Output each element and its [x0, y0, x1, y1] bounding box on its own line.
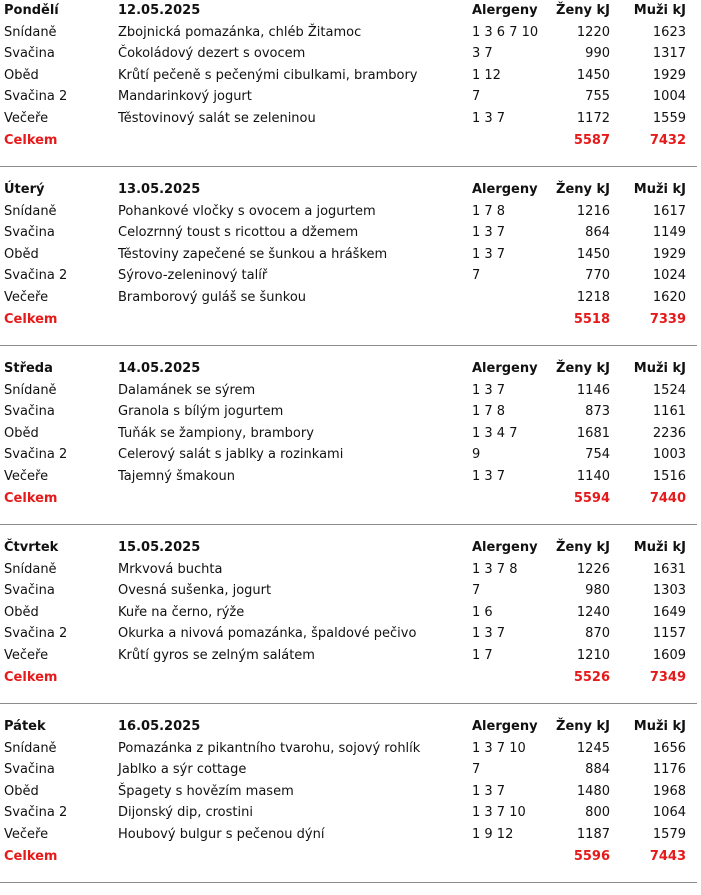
total-label: Celkem [4, 848, 58, 864]
men-kj-header: Muži kJ [633, 719, 686, 734]
meal-food: Krůtí gyros se zelným salátem [118, 648, 315, 663]
meal-men-kj: 1317 [652, 46, 686, 62]
allergens-header: Alergeny [472, 3, 538, 18]
meal-food: Celerový salát s jablky a rozinkami [118, 447, 344, 463]
day-section [0, 358, 701, 537]
meal-food: Ovesná sušenka, jogurt [118, 583, 272, 599]
meal-food: Okurka a nivová pomazánka, špaldové pečivo [118, 626, 417, 642]
meal-allergens: 1 3 7 [472, 246, 506, 262]
total-men-kj: 7443 [649, 848, 686, 864]
meal-allergens: 1 3 4 7 [472, 425, 518, 441]
women-kj-header: Ženy kJ [556, 182, 610, 197]
meal-women-kj: 1210 [576, 648, 610, 663]
allergens-header: Alergeny [472, 540, 538, 555]
total-women-kj: 5594 [573, 490, 610, 506]
total-men-kj: 7440 [649, 490, 686, 506]
meal-food: Mrkvová buchta [118, 561, 223, 577]
meal-name: Večeře [4, 290, 49, 305]
meal-women-kj: 1480 [576, 783, 610, 799]
day-name: Pondělí [4, 3, 59, 18]
meal-women-kj: 770 [585, 268, 610, 284]
meal-allergens: 1 9 12 [472, 827, 514, 842]
meal-name: Oběd [4, 783, 39, 799]
meal-food: Tajemný šmakoun [118, 469, 235, 484]
meal-men-kj: 1024 [652, 268, 686, 284]
meal-women-kj: 1218 [576, 290, 610, 305]
total-label: Celkem [4, 132, 58, 148]
meal-row [0, 580, 697, 602]
allergens-header: Alergeny [472, 182, 538, 197]
meal-food: Kuře na černo, rýže [118, 604, 245, 620]
meal-allergens: 1 3 7 10 [472, 805, 526, 821]
meal-women-kj: 1681 [576, 425, 610, 441]
meal-men-kj: 1003 [652, 447, 686, 463]
day-header [0, 0, 697, 22]
meal-women-kj: 1450 [576, 67, 610, 83]
meal-row [0, 802, 697, 824]
meal-row [0, 201, 697, 223]
meal-men-kj: 1161 [652, 404, 686, 420]
day-name: Pátek [4, 719, 46, 734]
men-kj-header: Muži kJ [633, 361, 686, 376]
meal-women-kj: 1450 [576, 246, 610, 262]
day-section [0, 179, 701, 358]
meal-women-kj: 990 [585, 46, 610, 62]
meal-allergens: 7 [472, 89, 481, 105]
meal-name: Večeře [4, 648, 49, 663]
meal-food: Dalamánek se sýrem [118, 382, 256, 398]
total-women-kj: 5518 [573, 311, 610, 327]
meal-row [0, 265, 697, 287]
meal-women-kj: 800 [585, 805, 610, 821]
meal-women-kj: 1140 [576, 469, 610, 484]
women-kj-header: Ženy kJ [556, 540, 610, 555]
meal-food: Dijonský dip, crostini [118, 805, 253, 821]
day-date: 16.05.2025 [118, 719, 201, 734]
men-kj-header: Muži kJ [633, 3, 686, 18]
meal-row [0, 380, 697, 402]
meal-men-kj: 1623 [652, 24, 686, 40]
day-date: 13.05.2025 [118, 182, 201, 197]
meal-women-kj: 980 [585, 583, 610, 599]
men-kj-header: Muži kJ [633, 540, 686, 555]
meal-row [0, 559, 697, 581]
meal-men-kj: 1649 [652, 604, 686, 620]
total-row [0, 846, 697, 868]
meal-row [0, 602, 697, 624]
meal-name: Večeře [4, 111, 49, 126]
meal-row [0, 466, 697, 488]
meal-allergens: 1 3 7 [472, 382, 506, 398]
meal-women-kj: 884 [585, 762, 610, 778]
meal-name: Svačina 2 [4, 268, 68, 284]
meal-men-kj: 1176 [652, 762, 686, 778]
day-section [0, 716, 701, 895]
meal-row [0, 824, 697, 846]
meal-women-kj: 864 [585, 225, 610, 241]
meal-row [0, 222, 697, 244]
meal-men-kj: 1579 [652, 827, 686, 842]
meal-women-kj: 1172 [576, 111, 610, 126]
meal-allergens: 1 3 7 [472, 111, 506, 126]
meal-food: Těstovinový salát se zeleninou [118, 111, 316, 126]
meal-women-kj: 755 [585, 89, 610, 105]
allergens-header: Alergeny [472, 719, 538, 734]
meal-food: Granola s bílým jogurtem [118, 404, 284, 420]
total-women-kj: 5596 [573, 848, 610, 864]
meal-name: Snídaně [4, 382, 57, 398]
day-header [0, 716, 697, 738]
total-men-kj: 7349 [649, 669, 686, 685]
day-date: 12.05.2025 [118, 3, 201, 18]
meal-name: Večeře [4, 469, 49, 484]
meal-name: Svačina 2 [4, 89, 68, 105]
total-men-kj: 7432 [649, 132, 686, 148]
meal-food: Tuňák se žampiony, brambory [118, 425, 314, 441]
meal-name: Oběd [4, 246, 39, 262]
meal-name: Oběd [4, 425, 39, 441]
meal-men-kj: 1656 [652, 740, 686, 756]
allergens-header: Alergeny [472, 361, 538, 376]
meal-women-kj: 1216 [576, 203, 610, 219]
day-section [0, 0, 701, 179]
meal-men-kj: 1004 [652, 89, 686, 105]
meal-men-kj: 1968 [652, 783, 686, 799]
meal-food: Pohankové vločky s ovocem a jogurtem [118, 203, 376, 219]
meal-name: Svačina [4, 225, 55, 241]
meal-men-kj: 1559 [652, 111, 686, 126]
meal-women-kj: 870 [585, 626, 610, 642]
meal-name: Snídaně [4, 561, 57, 577]
meal-men-kj: 1617 [652, 203, 686, 219]
meal-men-kj: 1609 [652, 648, 686, 663]
meal-food: Celozrnný toust s ricottou a džemem [118, 225, 359, 241]
meal-row [0, 43, 697, 65]
meal-allergens: 1 6 [472, 604, 493, 620]
meal-men-kj: 1064 [652, 805, 686, 821]
total-label: Celkem [4, 669, 58, 685]
day-name: Úterý [4, 182, 45, 197]
meal-row [0, 86, 697, 108]
meal-allergens: 1 3 7 [472, 626, 506, 642]
meal-allergens: 1 3 7 [472, 783, 506, 799]
meal-row [0, 623, 697, 645]
total-row [0, 667, 697, 689]
meal-food: Špagety s hovězím masem [118, 783, 294, 799]
meal-men-kj: 2236 [652, 425, 686, 441]
meal-men-kj: 1929 [652, 246, 686, 262]
meal-name: Snídaně [4, 740, 57, 756]
meal-allergens: 1 7 8 [472, 404, 506, 420]
meal-allergens: 1 7 8 [472, 203, 506, 219]
day-name: Čtvrtek [4, 540, 59, 555]
total-label: Celkem [4, 311, 58, 327]
meal-food: Zbojnická pomazánka, chléb Žitamoc [118, 24, 362, 40]
meal-women-kj: 1245 [576, 740, 610, 756]
day-section [0, 537, 701, 716]
meal-allergens: 1 7 [472, 648, 493, 663]
meal-row [0, 22, 697, 44]
day-header [0, 179, 697, 201]
total-women-kj: 5526 [573, 669, 610, 685]
meal-allergens: 3 7 [472, 46, 493, 62]
men-kj-header: Muži kJ [633, 182, 686, 197]
total-men-kj: 7339 [649, 311, 686, 327]
meal-food: Mandarinkový jogurt [118, 89, 252, 105]
meal-men-kj: 1929 [652, 67, 686, 83]
meal-row [0, 759, 697, 781]
meal-women-kj: 873 [585, 404, 610, 420]
meal-women-kj: 1240 [576, 604, 610, 620]
meal-row [0, 645, 697, 667]
meal-food: Čokoládový dezert s ovocem [118, 46, 306, 62]
meal-men-kj: 1149 [652, 225, 686, 241]
meal-food: Jablko a sýr cottage [118, 762, 247, 778]
meal-men-kj: 1157 [652, 626, 686, 642]
meal-name: Oběd [4, 67, 39, 83]
meal-row [0, 65, 697, 87]
meal-name: Svačina 2 [4, 805, 68, 821]
meal-name: Svačina 2 [4, 626, 68, 642]
meal-name: Svačina 2 [4, 447, 68, 463]
meal-food: Pomazánka z pikantního tvarohu, sojový rohlík [118, 740, 421, 756]
women-kj-header: Ženy kJ [556, 719, 610, 734]
total-row [0, 488, 697, 510]
meal-allergens: 1 3 7 [472, 225, 506, 241]
meal-allergens: 7 [472, 762, 481, 778]
meal-allergens: 1 3 7 8 [472, 561, 518, 577]
total-women-kj: 5587 [573, 132, 610, 148]
meal-allergens: 1 3 7 [472, 469, 506, 484]
meal-women-kj: 1146 [576, 382, 610, 398]
meal-allergens: 1 3 6 7 10 [472, 24, 539, 40]
total-row [0, 130, 697, 152]
meal-women-kj: 754 [585, 447, 610, 463]
meal-women-kj: 1220 [576, 24, 610, 40]
meal-allergens: 1 12 [472, 67, 501, 83]
day-header [0, 358, 697, 380]
meal-name: Oběd [4, 604, 39, 620]
meal-food: Sýrovo-zeleninový talíř [118, 268, 268, 284]
meal-food: Bramborový guláš se šunkou [118, 290, 307, 305]
total-label: Celkem [4, 490, 58, 506]
day-date: 14.05.2025 [118, 361, 201, 376]
meal-allergens: 7 [472, 268, 481, 284]
meal-allergens: 9 [472, 447, 481, 463]
meal-row [0, 423, 697, 445]
total-row [0, 309, 697, 331]
women-kj-header: Ženy kJ [556, 3, 610, 18]
meal-men-kj: 1631 [652, 561, 686, 577]
meal-row [0, 244, 697, 266]
meal-women-kj: 1226 [576, 561, 610, 577]
meal-row [0, 401, 697, 423]
meal-name: Snídaně [4, 203, 57, 219]
meal-women-kj: 1187 [576, 827, 610, 842]
meal-men-kj: 1620 [652, 290, 686, 305]
meal-name: Svačina [4, 583, 55, 599]
meal-men-kj: 1303 [652, 583, 686, 599]
women-kj-header: Ženy kJ [556, 361, 610, 376]
meal-allergens: 7 [472, 583, 481, 599]
meal-row [0, 781, 697, 803]
meal-name: Večeře [4, 827, 49, 842]
meal-row [0, 108, 697, 130]
meal-row [0, 738, 697, 760]
meal-allergens: 1 3 7 10 [472, 740, 526, 756]
day-date: 15.05.2025 [118, 540, 201, 555]
meal-row [0, 287, 697, 309]
meal-row [0, 444, 697, 466]
meal-men-kj: 1516 [652, 469, 686, 484]
meal-food: Houbový bulgur s pečenou dýní [118, 827, 325, 842]
meal-name: Svačina [4, 404, 55, 420]
day-name: Středa [4, 361, 53, 376]
meal-food: Těstoviny zapečené se šunkou a hráškem [118, 246, 388, 262]
meal-food: Krůtí pečeně s pečenými cibulkami, brambory [118, 67, 418, 83]
meal-name: Svačina [4, 46, 55, 62]
day-header [0, 537, 697, 559]
meal-men-kj: 1524 [652, 382, 686, 398]
meal-name: Snídaně [4, 24, 57, 40]
meal-name: Svačina [4, 762, 55, 778]
